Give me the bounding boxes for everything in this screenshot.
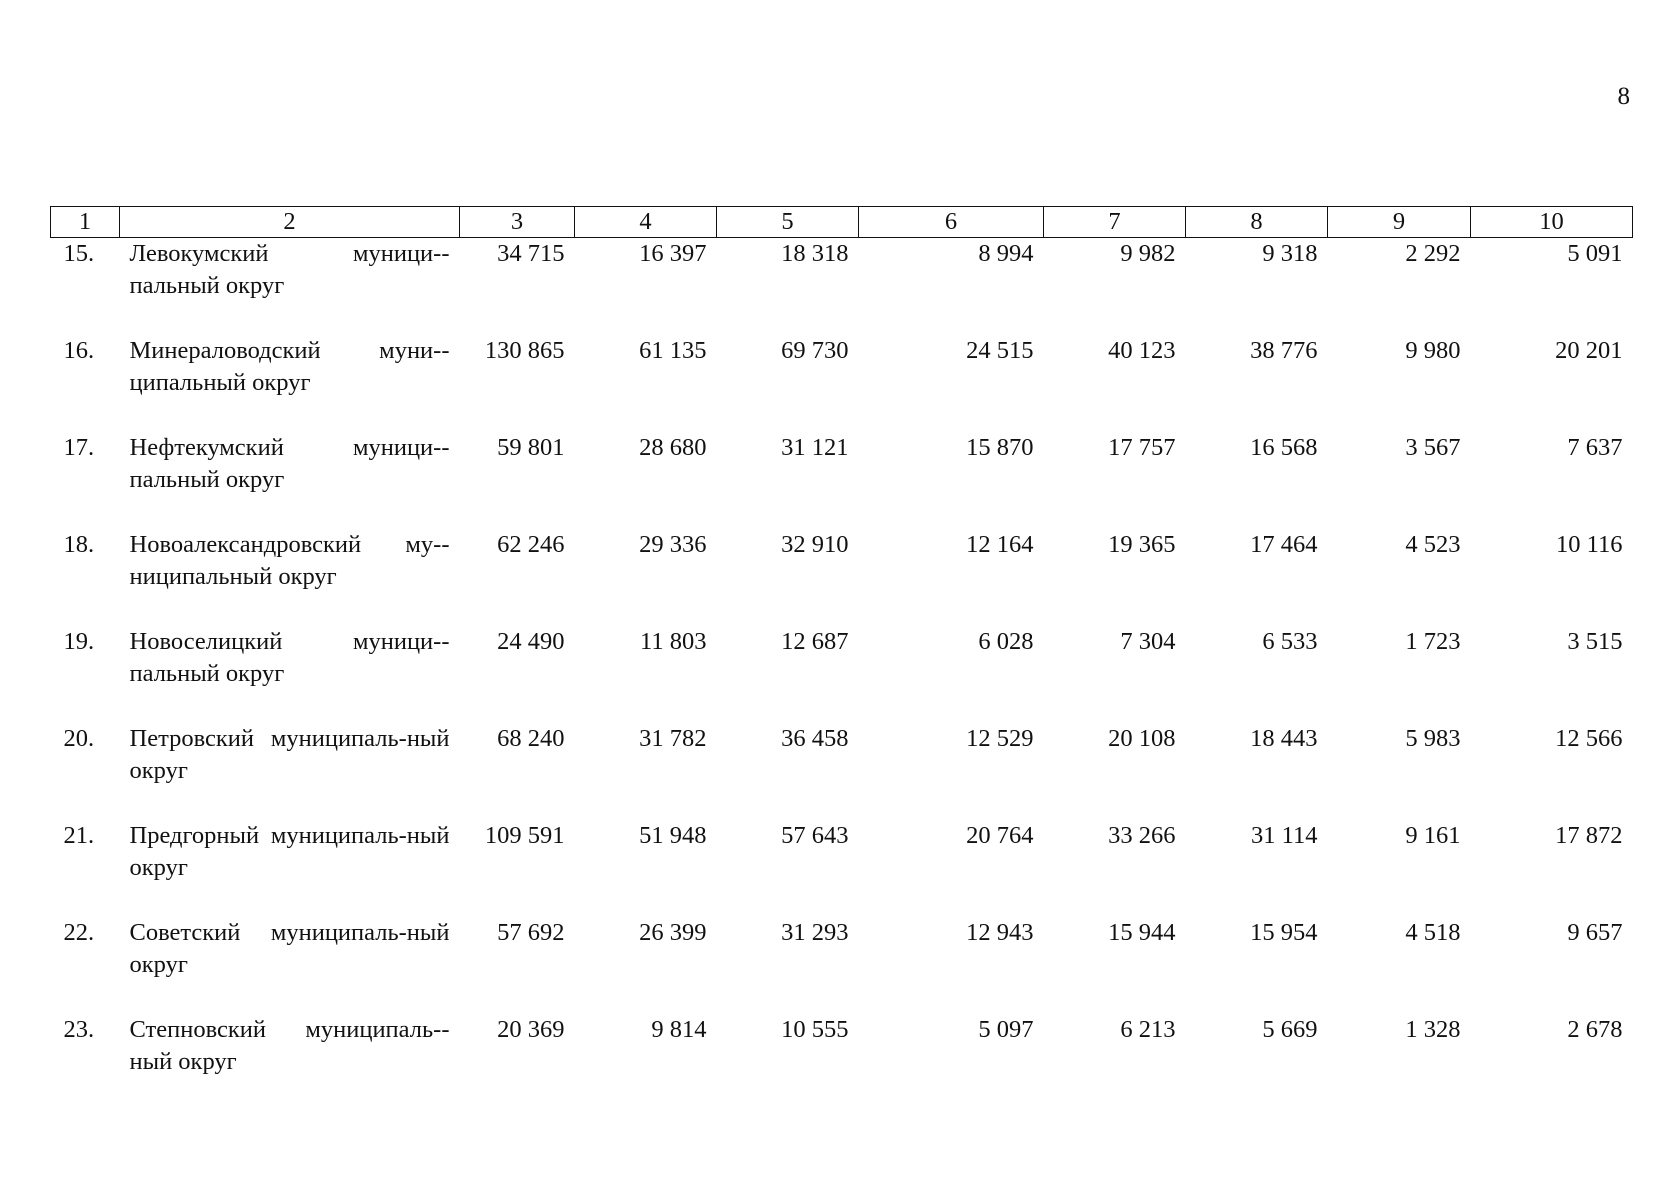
value-cell-col-5: 36 458 xyxy=(781,725,849,752)
value-cell-col-4: 11 803 xyxy=(640,628,707,655)
value-cell-col-7: 19 365 xyxy=(1108,531,1176,558)
value-cell-col-10: 17 872 xyxy=(1555,822,1623,849)
value-cell-col-5: 69 730 xyxy=(781,337,849,364)
value-cell-col-5: 10 555 xyxy=(781,1016,849,1043)
column-header-7: 7 xyxy=(1044,207,1186,238)
column-header-1: 1 xyxy=(51,207,120,238)
value-cell-col-5: 18 318 xyxy=(781,240,849,267)
value-cell-col-9: 9 161 xyxy=(1405,822,1461,849)
value-cell-col-8: 15 954 xyxy=(1250,919,1318,946)
value-cell-col-8: 5 669 xyxy=(1262,1016,1318,1043)
value-cell-col-8: 18 443 xyxy=(1250,725,1318,752)
district-name: Степновский муниципаль-ный округ xyxy=(129,1016,450,1075)
district-name: Петровский муниципаль-ный округ xyxy=(129,725,450,784)
row-index: 21. xyxy=(63,822,95,849)
value-cell-col-6: 6 028 xyxy=(978,628,1034,655)
value-cell-col-10: 12 566 xyxy=(1555,725,1623,752)
row-index: 23. xyxy=(63,1016,95,1043)
value-cell-col-3: 34 715 xyxy=(497,240,565,267)
value-cell-col-9: 1 723 xyxy=(1405,628,1461,655)
value-cell-col-7: 17 757 xyxy=(1108,434,1176,461)
table-row xyxy=(51,238,1633,336)
value-cell-col-8: 31 114 xyxy=(1251,822,1318,849)
value-cell-col-4: 26 399 xyxy=(639,919,707,946)
value-cell-col-4: 31 782 xyxy=(639,725,707,752)
district-name: Советский муниципаль-ный округ xyxy=(129,919,450,978)
page-number: 8 xyxy=(1617,83,1630,110)
value-cell-col-4: 28 680 xyxy=(639,434,707,461)
value-cell-col-6: 12 943 xyxy=(966,919,1034,946)
table-body xyxy=(51,238,1633,1085)
value-cell-col-10: 10 116 xyxy=(1556,531,1623,558)
value-cell-col-6: 15 870 xyxy=(966,434,1034,461)
column-header-5: 5 xyxy=(717,207,859,238)
column-header-10: 10 xyxy=(1471,207,1633,238)
value-cell-col-6: 20 764 xyxy=(966,822,1034,849)
district-name: Новоселицкий муници-пальный округ xyxy=(129,628,450,687)
district-name: Предгорный муниципаль-ный округ xyxy=(129,822,450,881)
table-row xyxy=(51,626,1633,723)
value-cell-col-5: 31 121 xyxy=(781,434,849,461)
value-cell-col-8: 6 533 xyxy=(1262,628,1318,655)
district-name: Новоалександровский му-ниципальный округ xyxy=(129,531,450,590)
row-index: 18. xyxy=(63,531,95,558)
value-cell-col-8: 16 568 xyxy=(1250,434,1318,461)
value-cell-col-5: 32 910 xyxy=(781,531,849,558)
value-cell-col-3: 130 865 xyxy=(484,337,565,364)
value-cell-col-9: 4 523 xyxy=(1405,531,1461,558)
value-cell-col-6: 24 515 xyxy=(966,337,1034,364)
value-cell-col-9: 2 292 xyxy=(1405,240,1461,267)
column-header-9: 9 xyxy=(1328,207,1471,238)
value-cell-col-10: 3 515 xyxy=(1567,628,1623,655)
value-cell-col-3: 62 246 xyxy=(497,531,565,558)
value-cell-col-6: 5 097 xyxy=(978,1016,1034,1043)
value-cell-col-4: 51 948 xyxy=(639,822,707,849)
data-table xyxy=(50,206,1633,1084)
district-name: Левокумский муници-пальный округ xyxy=(129,240,450,299)
value-cell-col-6: 8 994 xyxy=(978,240,1034,267)
table-row xyxy=(51,820,1633,917)
value-cell-col-10: 9 657 xyxy=(1567,919,1623,946)
column-header-6: 6 xyxy=(859,207,1044,238)
value-cell-col-7: 15 944 xyxy=(1108,919,1176,946)
header-row xyxy=(51,207,1633,238)
column-header-4: 4 xyxy=(575,207,717,238)
value-cell-col-5: 31 293 xyxy=(781,919,849,946)
table-row xyxy=(51,1014,1633,1084)
table-row xyxy=(51,917,1633,1014)
row-index: 16. xyxy=(63,337,95,364)
value-cell-col-3: 59 801 xyxy=(497,434,565,461)
table-row xyxy=(51,432,1633,529)
value-cell-col-7: 6 213 xyxy=(1120,1016,1176,1043)
value-cell-col-9: 4 518 xyxy=(1405,919,1461,946)
value-cell-col-3: 57 692 xyxy=(497,919,565,946)
value-cell-col-4: 16 397 xyxy=(639,240,707,267)
table-row xyxy=(51,335,1633,432)
table-row xyxy=(51,529,1633,626)
row-index: 17. xyxy=(63,434,95,461)
column-header-3: 3 xyxy=(460,207,575,238)
value-cell-col-3: 109 591 xyxy=(484,822,565,849)
value-cell-col-8: 9 318 xyxy=(1262,240,1318,267)
value-cell-col-3: 24 490 xyxy=(497,628,565,655)
value-cell-col-8: 17 464 xyxy=(1250,531,1318,558)
row-index: 22. xyxy=(63,919,95,946)
value-cell-col-4: 9 814 xyxy=(651,1016,707,1043)
table-row xyxy=(51,723,1633,820)
value-cell-col-9: 9 980 xyxy=(1405,337,1461,364)
value-cell-col-10: 5 091 xyxy=(1567,240,1623,267)
value-cell-col-6: 12 529 xyxy=(966,725,1034,752)
district-name: Минераловодский муни-ципальный округ xyxy=(129,337,450,396)
value-cell-col-8: 38 776 xyxy=(1250,337,1318,364)
value-cell-col-6: 12 164 xyxy=(966,531,1034,558)
value-cell-col-9: 1 328 xyxy=(1405,1016,1461,1043)
column-header-8: 8 xyxy=(1186,207,1328,238)
row-index: 15. xyxy=(63,240,95,267)
table-header xyxy=(51,207,1633,238)
column-header-2: 2 xyxy=(120,207,460,238)
value-cell-col-5: 12 687 xyxy=(781,628,849,655)
value-cell-col-5: 57 643 xyxy=(781,822,849,849)
value-cell-col-7: 9 982 xyxy=(1120,240,1176,267)
value-cell-col-9: 5 983 xyxy=(1405,725,1461,752)
value-cell-col-7: 33 266 xyxy=(1108,822,1176,849)
value-cell-col-7: 7 304 xyxy=(1120,628,1176,655)
row-index: 20. xyxy=(63,725,95,752)
value-cell-col-3: 68 240 xyxy=(497,725,565,752)
value-cell-col-10: 20 201 xyxy=(1555,337,1623,364)
district-name: Нефтекумский муници-пальный округ xyxy=(129,434,450,493)
value-cell-col-4: 61 135 xyxy=(639,337,707,364)
value-cell-col-4: 29 336 xyxy=(639,531,707,558)
value-cell-col-9: 3 567 xyxy=(1405,434,1461,461)
value-cell-col-10: 2 678 xyxy=(1567,1016,1623,1043)
value-cell-col-7: 40 123 xyxy=(1108,337,1176,364)
value-cell-col-7: 20 108 xyxy=(1108,725,1176,752)
value-cell-col-10: 7 637 xyxy=(1567,434,1623,461)
value-cell-col-3: 20 369 xyxy=(497,1016,565,1043)
row-index: 19. xyxy=(63,628,95,655)
